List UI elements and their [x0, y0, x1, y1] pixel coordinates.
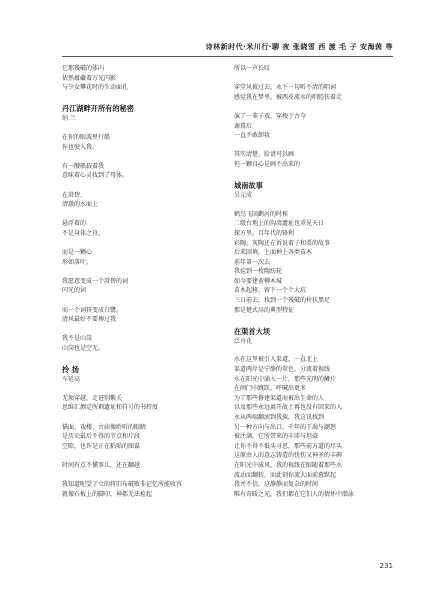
poem-line: 但一颗良心是画不出来的: [234, 160, 301, 168]
stanza-gap: [234, 74, 402, 84]
stanza-gap: [234, 102, 402, 112]
poem-line: 永从两端翻滚到我族，我这讯找到: [234, 414, 325, 421]
poem-line: 穿堂风披过去，永下一句听不清的唱词: [234, 84, 337, 92]
poem-line: 时间有点不懂事儿，还在翻越: [62, 461, 141, 469]
poem-line: 我愿意变成一个澄碧的词: [62, 277, 129, 285]
poem-line: 水在这里被引入渠道，一直北上: [234, 356, 319, 364]
poem-line: 我不是山岗: [62, 335, 93, 343]
poem-line: 清澈的水面上: [62, 201, 99, 209]
poem-line: 在你的眼波里行船: [62, 133, 111, 141]
header-rule: [62, 56, 393, 57]
poem-line: 形如落叶。: [62, 258, 93, 266]
page-number: 231: [379, 562, 393, 570]
poem-line: 不是身体之舟。: [62, 229, 105, 237]
stanza-gap: [62, 451, 230, 461]
stanza-gap: [234, 315, 402, 325]
poem-line: 这原由人的意志铸造的忧伤又神圣的丰碑: [234, 452, 343, 460]
stanza-gap: [62, 413, 230, 423]
poem-title: 拎 扬: [62, 365, 79, 375]
stanza-gap: [62, 354, 230, 364]
right-column: [234, 64, 402, 499]
poem-line: 所以一声长叹: [234, 65, 271, 72]
poem-line: 以及那些永远离开故土再也没有回来的人: [234, 404, 343, 412]
poem-title: 在渠首大坝: [234, 326, 270, 336]
poem-line: 那是楚式鬲的典型特征: [234, 306, 295, 314]
poem-line: 与少女攀花时的生动面孔: [62, 84, 129, 92]
poem-title: 城南故事: [234, 181, 263, 191]
poem-line: 无须穿越，走进别紫关: [62, 394, 123, 402]
poem-author: 车延高: [62, 376, 81, 384]
poem-line: 在闸门中跳跃，呼喊出更多: [234, 385, 307, 393]
poem-line: 锚面、戏楼、古庙像聆听的眼睛: [62, 423, 147, 431]
poem-line: 是历史最后不得的节点和片段: [62, 433, 141, 441]
poem-line: 探方里，百年代的锋利: [234, 229, 295, 237]
poem-author: 纳 兰: [62, 115, 76, 123]
poem-line: 二级台地上的沟湾遗址也重见天日: [234, 220, 325, 228]
stanza-gap: [62, 325, 230, 335]
poem-line: 依然蕴藏着万光闪影: [62, 74, 117, 82]
poem-line: 思维汇测定所剩遗址和符号的书持度: [62, 404, 159, 412]
poem-line: 有一艘船载着我: [62, 162, 105, 170]
poem-line: 水在阳光中涌入一片，那些光明的鳞片: [234, 375, 337, 383]
stanza-gap: [62, 181, 230, 191]
poem-line: 就像石板上的脚印，神都无法检起: [62, 490, 153, 498]
stanza-gap: [234, 170, 402, 180]
poem-line: 为了那些修建渠道而被出生命的人: [234, 394, 325, 402]
poem-line: 唯有奇暖之光，我们都在它们人的情怀中潜泳: [234, 490, 355, 498]
poem-line: 在澄碧、: [62, 191, 87, 199]
poem-line: 清风最好不要搏过我: [62, 316, 117, 324]
poem-line: 我捡到一枚陶纺轮: [234, 268, 283, 276]
poem-author: 吴元成: [234, 192, 253, 200]
poem-line: 而是一颗心: [62, 249, 93, 257]
poem-line: 其实清楚，脸谱可以画: [234, 151, 295, 159]
poem-line: 意味着心灵找到了母体。: [62, 172, 129, 180]
poem-line: 一直不敢卸妆: [234, 132, 271, 140]
page-header: 诗林新时代·米川行·聊 夜 张晓雪 西 渡 毛 子 安海茵 等: [205, 43, 393, 51]
poem-line: 渠道两岸是宁静的翠色。分流着视线: [234, 366, 331, 374]
poem-line: 而一个词将变成白鹭。: [62, 306, 123, 314]
stanza-gap: [62, 296, 230, 306]
poem-line: 感觉我在梦里，被西皮流水的唱腔扶着走: [234, 93, 343, 101]
poem-line: 波动而翻转，而此刻你流大面前愈默起: [234, 471, 337, 479]
poem-line: 空隙，也许是正在粘贴的图谋: [62, 442, 141, 450]
poem-line: 被注满，它所带来的丰沛与坦豪: [234, 433, 319, 441]
stanza-gap: [62, 239, 230, 249]
poem-line: 如今要建黄柳木城: [234, 277, 283, 285]
poem-line: 它那残破的体内: [62, 65, 105, 72]
stanza-gap: [234, 141, 402, 151]
stanza-gap: [62, 210, 230, 220]
poem-author: 泛舟花: [234, 337, 253, 345]
poem-line: 我知道呢受了立的将旧布破败非记忆所能收容: [62, 481, 183, 489]
poem-line: 鹤鸟飞回鹳河的时候: [234, 210, 289, 218]
poem-line: 苗木起移，留下一个个大坑: [234, 287, 307, 295]
stanza-gap: [62, 152, 230, 162]
poem-line: 在阳光中威风，我的视线在眼随着那些水: [234, 461, 343, 469]
stanza-gap: [62, 267, 230, 277]
poem-line: 另一种方向与出口，千年的干渴与潮怒: [234, 423, 337, 431]
poem-line: 悬浮着的: [62, 220, 87, 228]
stanza-gap: [62, 471, 230, 481]
left-column: [62, 64, 230, 499]
poem-line: 谢幕后: [234, 122, 253, 130]
poem-line: 彩陶、灰陶还在诉说着子和栗的故事: [234, 239, 331, 247]
stanza-gap: [62, 93, 230, 103]
poem-line: 让你不得不低头寻思，那些前方道的尽头: [234, 442, 343, 450]
poem-line: 闪光的词: [62, 287, 87, 295]
poem-line: 山岗也是空无。: [62, 345, 105, 353]
poem-line: 你也驶入我。: [62, 143, 99, 151]
poem-line: 我并不信，这静静而复杂的时间: [234, 481, 319, 489]
poem-line: 三日前去，找到一个残破的柱状黑足: [234, 297, 331, 305]
poem-line: 前年第一次去: [234, 258, 271, 266]
poem-line: 演了一辈子戏，穿梭于古今: [234, 112, 307, 120]
poem-line: 后来回填，上面种上各类苗木: [234, 249, 313, 257]
poem-title: 丹江湖畔开所有的秘密: [62, 104, 134, 114]
